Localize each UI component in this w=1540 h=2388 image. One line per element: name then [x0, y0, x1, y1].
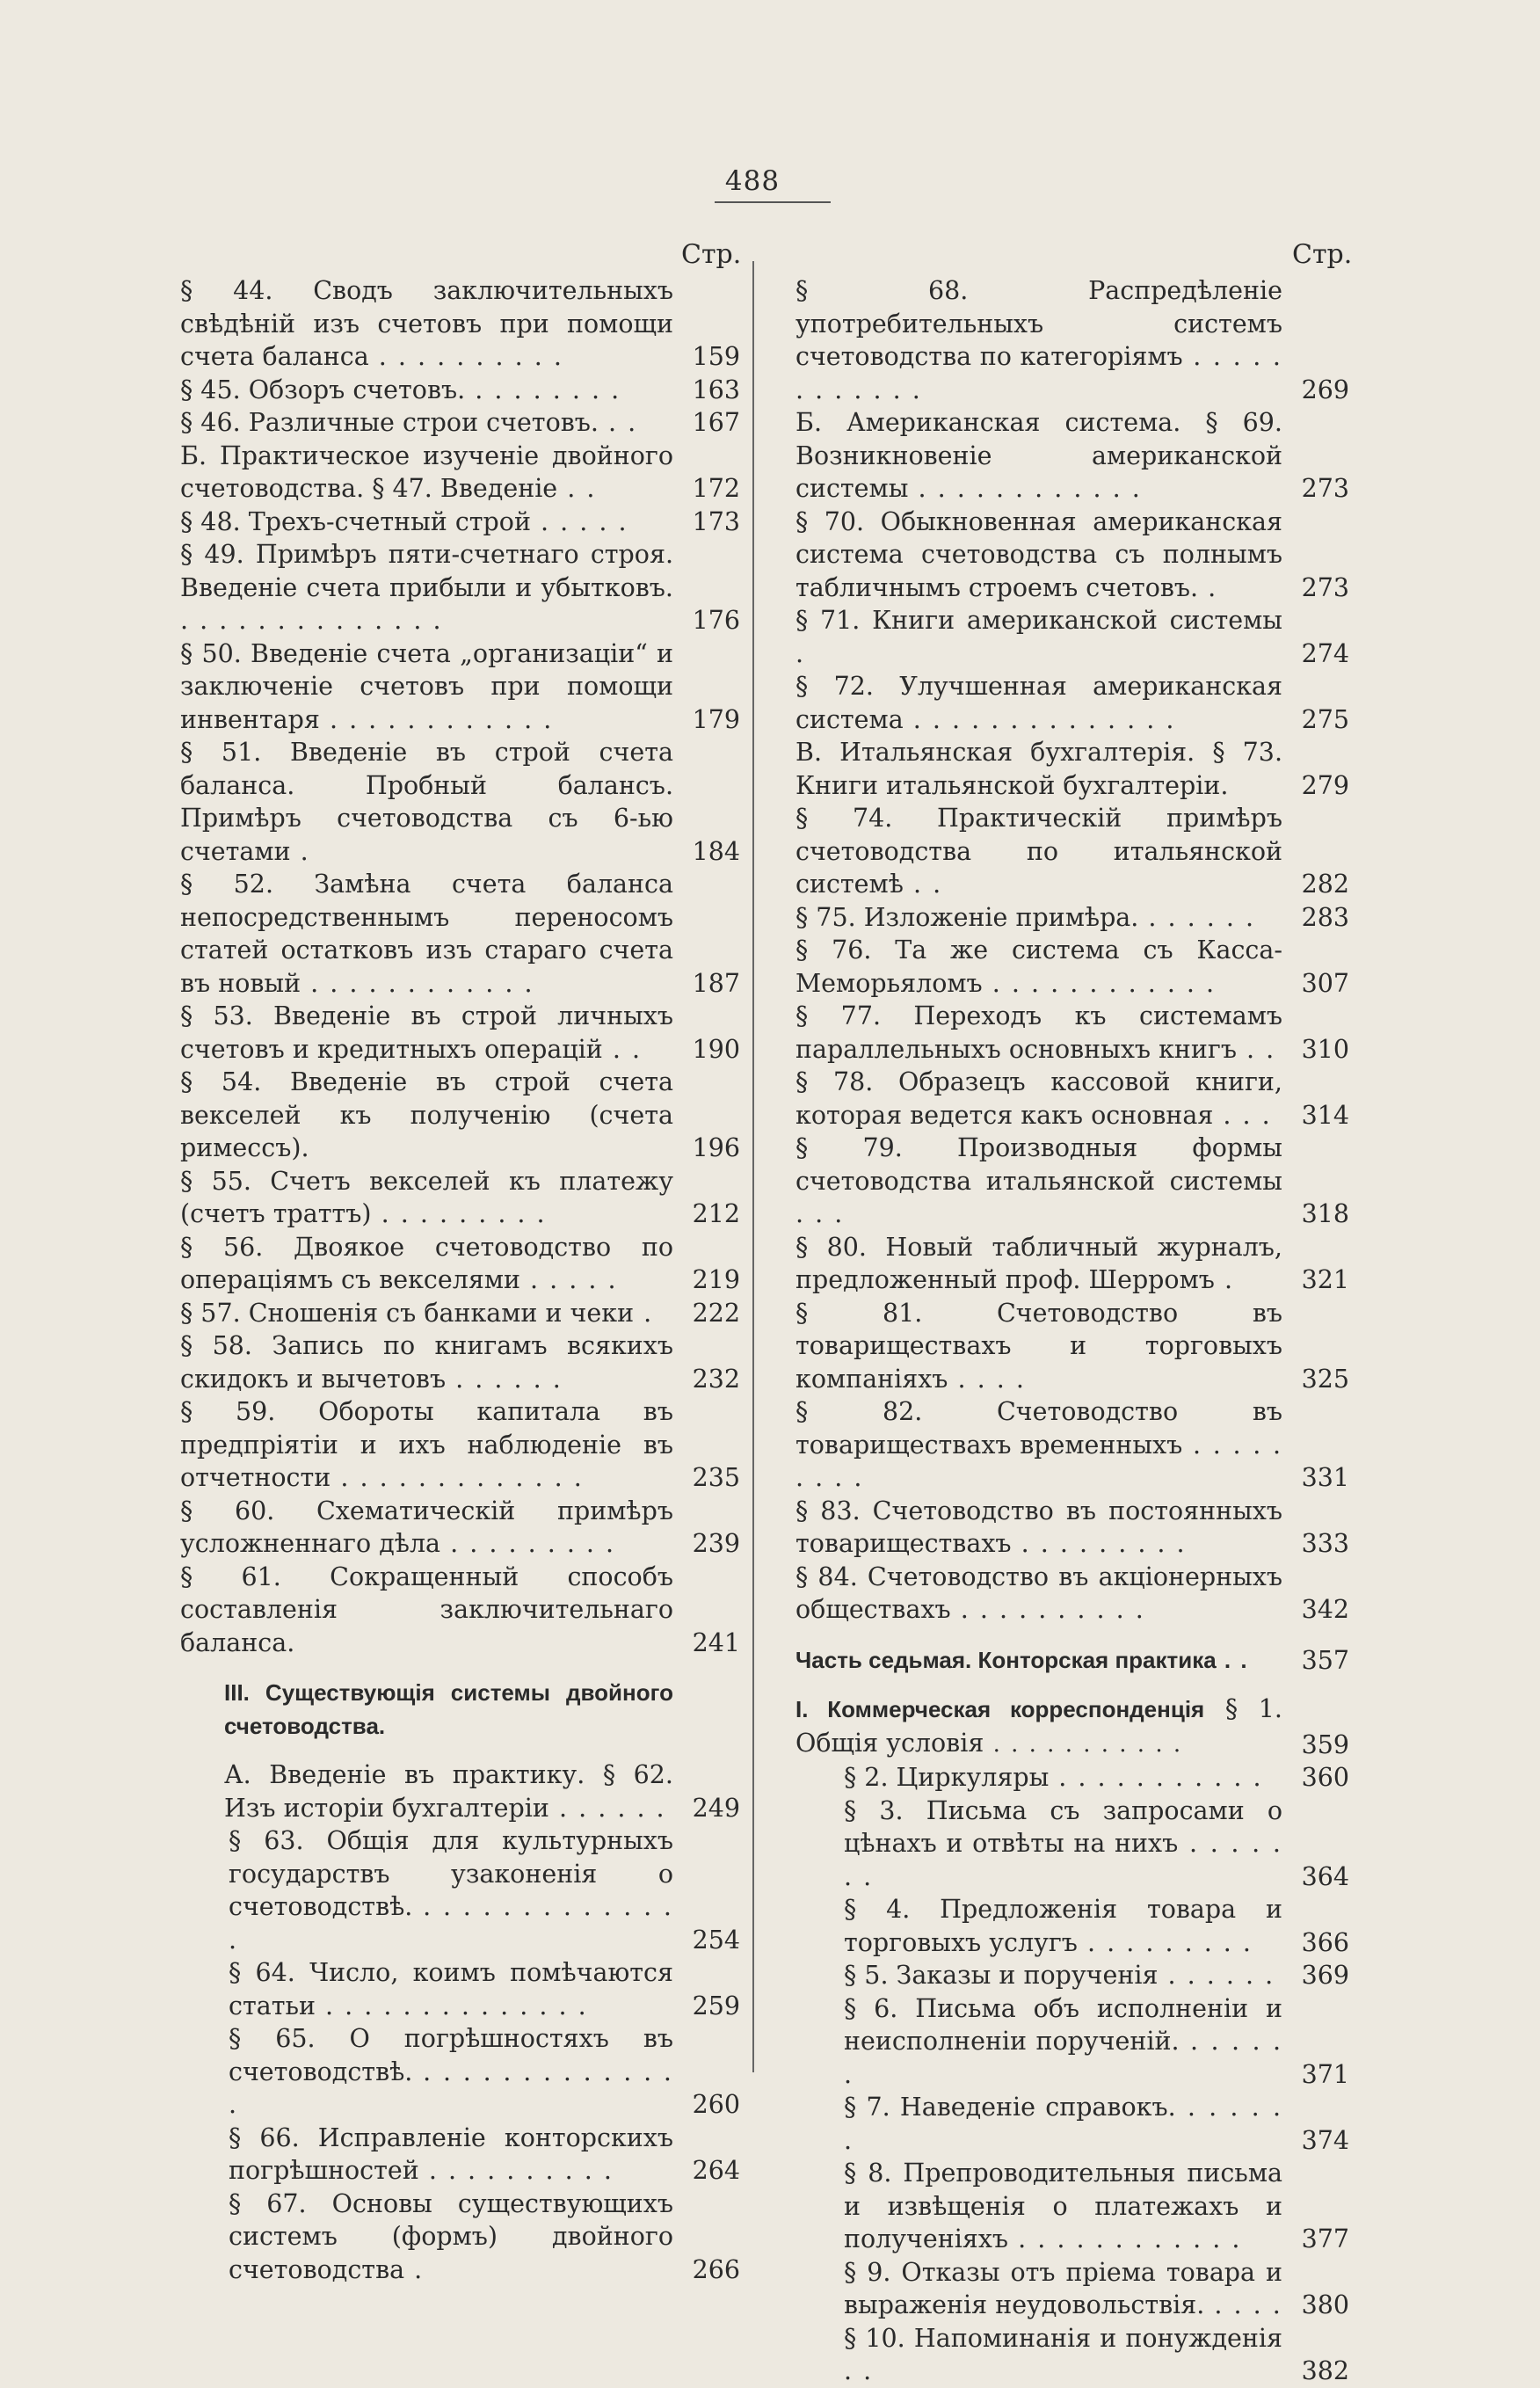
page-ref: 318: [1301, 1199, 1349, 1228]
toc-entry: [795, 506, 1349, 605]
dot-leader: . . . . . . . .: [465, 375, 621, 404]
page-ref: 342: [1301, 1595, 1349, 1624]
dot-leader: . . . . . . . . . .: [950, 1595, 1145, 1624]
entry-title-text: § 2. Циркуляры: [844, 1763, 1050, 1792]
entry-title-text: § 44. Сводъ заключительныхъ свѣдѣній изъ счетовъ при помощи счета баланса: [180, 276, 673, 371]
dot-leader: . . . . . . . . . . . . . .: [903, 704, 1176, 734]
toc-entry: [180, 2122, 740, 2188]
toc-entry: [180, 2022, 740, 2122]
entry-title-text: III. Существующія системы двойного счетоводства.: [224, 1679, 673, 1739]
page-ref: 266: [692, 2254, 740, 2284]
page-number: 488: [724, 165, 781, 197]
toc-entry-title: [795, 2256, 1349, 2322]
toc-entry-title: [180, 2122, 740, 2188]
page-ref: 314: [1301, 1100, 1349, 1130]
dot-leader: . . . . .: [530, 506, 628, 536]
entry-title-text: В. Итальянская бухгалтерія. § 73. Книги итальянской бухгалтеріи.: [795, 738, 1282, 800]
toc-entry: [795, 1795, 1349, 1894]
entry-title-text: § 6. Письма объ исполненіи и неисполненіи порученій.: [844, 1993, 1282, 2056]
toc-entry-title: [795, 1761, 1349, 1795]
page-ref: 239: [692, 1529, 740, 1558]
toc-entry: [795, 736, 1349, 802]
dot-leader: .: [634, 1298, 654, 1328]
toc-entry-title: [795, 1000, 1349, 1066]
toc-entry: [180, 1561, 740, 1660]
page-ref: 222: [692, 1298, 740, 1328]
page-ref: 325: [1301, 1364, 1349, 1394]
dot-leader: . . . . .: [520, 1265, 618, 1294]
entry-title-rest: § 1. Общія условія: [795, 1694, 1282, 1758]
toc-entry-title: [795, 1132, 1349, 1231]
toc-entry-title: [795, 1231, 1349, 1297]
page-ref: 212: [692, 1199, 740, 1228]
page-ref: 190: [692, 1034, 740, 1064]
toc-entry-title: [795, 670, 1349, 736]
dot-leader: . . . . . . . . . . . . . .: [316, 1991, 588, 2020]
dot-leader: . . . . . . . . . . .: [984, 1730, 1183, 1758]
dot-leader: . . . . . .: [844, 2093, 1283, 2155]
toc-entry: [180, 1231, 740, 1297]
header-rule: [715, 201, 831, 203]
dot-leader: . . . . . . . . .: [795, 1430, 1283, 1492]
entry-title-text: § 49. Примѣръ пяти-счетнаго строя. Введеніе счета прибыли и убытковъ.: [180, 540, 673, 602]
dot-leader: . . . . . . .: [844, 1829, 1282, 1891]
dot-leader: . . . . . .: [1158, 1961, 1275, 1990]
toc-entry-title: [180, 1956, 740, 2022]
toc-entry-title: [180, 1231, 740, 1297]
toc-entry-title: [180, 2022, 740, 2122]
dot-leader: . . . . . . . . . .: [418, 2156, 614, 2185]
page-ref: 167: [692, 408, 740, 437]
page-ref: 176: [692, 606, 740, 635]
page-ref: 163: [692, 375, 740, 404]
dot-leader: . . . . . . . . . . .: [1049, 1763, 1263, 1792]
entry-title-text: § 3. Письма съ запросами о цѣнахъ и отвѣты на нихъ: [844, 1795, 1282, 1858]
dot-leader: . .: [903, 870, 943, 899]
toc-entry: [795, 2322, 1349, 2388]
entry-title-text: § 56. Двоякое счетоводство по операціямъ съ векселями: [180, 1232, 673, 1294]
toc-entry-title: [180, 374, 740, 407]
entry-title-text: § 81. Счетоводство въ товариществахъ и торговыхъ компаніяхъ: [795, 1298, 1282, 1394]
entry-title-text: § 61. Сокращенный способъ составленія заключительнаго баланса.: [180, 1562, 673, 1657]
toc-entry-title: [180, 2188, 740, 2287]
toc-entry-title: [180, 406, 740, 440]
column-divider: [752, 261, 754, 2072]
toc-entry: [180, 637, 740, 737]
page-ref: 254: [692, 1925, 740, 1955]
toc-entry: [180, 868, 740, 1000]
page-ref: 307: [1301, 968, 1349, 998]
toc-entry-title: [795, 901, 1349, 935]
toc-entry-title: [180, 637, 740, 737]
toc-entry: [795, 1644, 1349, 1678]
page-ref: 360: [1301, 1763, 1349, 1792]
spacer: [180, 1659, 740, 1677]
entry-title-text: § 72. Улучшенная американская система: [795, 672, 1282, 734]
dot-leader: . . . . . . . . . . . .: [301, 968, 534, 998]
toc-entry-title: [795, 2157, 1349, 2256]
page-ref: 273: [1301, 474, 1349, 503]
toc-entry: [180, 1956, 740, 2022]
page-ref: 331: [1301, 1463, 1349, 1492]
toc-entry: [795, 2256, 1349, 2322]
toc-entry-title: [180, 538, 740, 637]
dot-leader: . . . . . .: [446, 1364, 563, 1394]
page-ref: 275: [1301, 704, 1349, 734]
page-ref: 184: [692, 836, 740, 866]
dot-leader: . . . . . . . . . . . .: [795, 342, 1282, 404]
toc-entry-title: [180, 1677, 740, 1743]
toc-entry-title: [180, 440, 740, 506]
toc-entry-title: [795, 2091, 1349, 2157]
page-ref: 179: [692, 704, 740, 734]
entry-title-text: § 9. Отказы отъ пріема товара и выраженія неудовольствія.: [844, 2257, 1282, 2319]
dot-leader: . . . . . .: [844, 2027, 1282, 2089]
toc-entry: [795, 604, 1349, 670]
toc-entry-title: [180, 506, 740, 539]
dot-leader: .: [404, 2254, 425, 2284]
entry-title-text: Б. Американская система. § 69. Возникновеніе американской системы: [795, 408, 1282, 503]
page-ref: 196: [692, 1133, 740, 1162]
toc-entry: [795, 1297, 1349, 1396]
entry-title-text: § 79. Производныя формы счетоводства итальянской системы: [795, 1133, 1282, 1196]
toc-entry: [795, 802, 1349, 901]
toc-entry: [180, 1297, 740, 1330]
toc-entry: [795, 2157, 1349, 2256]
page-ref: 269: [1301, 375, 1349, 404]
entry-title-text: § 84. Счетоводство въ акціонерныхъ обществахъ: [795, 1562, 1282, 1624]
toc-entry: [795, 2091, 1349, 2157]
page-ref: 219: [692, 1265, 740, 1294]
page-ref: 369: [1301, 1961, 1349, 1990]
toc-entry: [180, 506, 740, 539]
dot-leader: . . . . . . . . . . . . .: [331, 1463, 584, 1492]
toc-entry-title: [180, 1495, 740, 1561]
toc-entry: [795, 1959, 1349, 1992]
toc-entry-title: [795, 1395, 1349, 1495]
toc-entry: [180, 274, 740, 374]
entry-title-text: § 60. Схематическій примѣръ усложненнаго дѣла: [180, 1496, 673, 1558]
dot-leader: . .: [602, 1034, 643, 1064]
entry-title-text: § 52. Замѣна счета баланса непосредственнымъ переносомъ статей остатковъ изъ стараго счета въ новый: [180, 870, 673, 998]
page-ref: 264: [692, 2156, 740, 2185]
toc-entry-title: [795, 802, 1349, 901]
entry-title-text: § 7. Наведеніе справокъ.: [844, 2093, 1176, 2122]
dot-leader: .: [1198, 572, 1218, 602]
toc-entry-title: [795, 274, 1349, 406]
toc-entry-title: [795, 1495, 1349, 1561]
toc-entry-title: [795, 1959, 1349, 1992]
toc-entry-title: [795, 1561, 1349, 1627]
toc-entry: [180, 1329, 740, 1395]
entry-title-text: § 65. О погрѣшностяхъ въ счетоводствѣ.: [229, 2024, 673, 2086]
toc-column-right: [795, 274, 1349, 2388]
toc-entry-title: [795, 1992, 1349, 2092]
page-ref: 357: [1301, 1645, 1349, 1675]
toc-entry-title: [795, 1297, 1349, 1396]
toc-entry-title: [795, 2322, 1349, 2388]
entry-title-text: § 68. Распредѣленіе употребительныхъ системъ счетоводства по категоріямъ: [795, 276, 1282, 371]
toc-entry-title: [795, 1644, 1349, 1678]
toc-entry: [180, 1677, 740, 1743]
entry-title-text: § 54. Введеніе въ строй счета векселей къ полученію (счета римессъ).: [180, 1067, 673, 1162]
toc-entry: [795, 1992, 1349, 2092]
entry-title-text: § 75. Изложеніе примѣра.: [795, 902, 1139, 932]
toc-entry-title: [180, 1297, 740, 1330]
toc-entry-title: [180, 1000, 740, 1066]
dot-leader: . .: [1237, 1034, 1276, 1064]
dot-leader: . . .: [1213, 1100, 1272, 1130]
toc-entry-title: [180, 274, 740, 374]
entry-title-text: § 10. Напоминанія и понужденія: [844, 2323, 1282, 2353]
entry-title-text: § 50. Введеніе счета „организаціи“ и заключеніе счетовъ при помощи инвентаря: [180, 638, 673, 734]
toc-entry-title: [795, 1693, 1349, 1761]
page-ref: 172: [692, 474, 740, 503]
page-ref: 364: [1301, 1861, 1349, 1891]
dot-leader: . . . . . . . . . . . . . .: [229, 1892, 673, 1955]
dot-leader: . . . . . . . . . . . . . .: [180, 606, 443, 635]
entry-title-text: § 59. Обороты капитала въ предпріятіи и ихъ наблюденіе въ отчетности: [180, 1397, 673, 1492]
dot-leader: . .: [598, 408, 638, 437]
toc-entry: [180, 374, 740, 407]
entry-title-text: § 63. Общія для культурныхъ государствъ узаконенія о счетоводствѣ.: [229, 1826, 673, 1921]
entry-title-text: § 66. Исправленіе конторскихъ погрѣшностей: [229, 2122, 673, 2185]
dot-leader: .: [1214, 1265, 1235, 1294]
page-ref: 366: [1301, 1927, 1349, 1957]
page-ref: 374: [1301, 2125, 1349, 2155]
toc-entry-title: [795, 1795, 1349, 1894]
page-ref: 333: [1301, 1529, 1349, 1558]
dot-leader: . . . . . . . . . . . .: [908, 474, 1142, 503]
entry-title-text: § 74. Практическій примѣръ счетоводства по итальянской системѣ: [795, 804, 1282, 899]
toc-entry-title: [795, 506, 1349, 605]
entry-title-text: § 46. Различные строи счетовъ.: [180, 408, 599, 437]
page-ref: 187: [692, 968, 740, 998]
entry-title-text: § 51. Введеніе въ строй счета баланса. Пробный балансъ. Примѣръ счетоводства съ 6-ью счетами: [180, 738, 673, 866]
page-ref: 259: [692, 1991, 740, 2020]
toc-entry: [795, 1561, 1349, 1627]
toc-entry: [795, 1000, 1349, 1066]
toc-entry: [795, 274, 1349, 406]
column-header-left: Стр.: [681, 239, 742, 270]
page-ref: 377: [1301, 2224, 1349, 2253]
dot-leader: . . . . . . . . . . . . . .: [229, 2057, 673, 2119]
page-ref: 273: [1301, 572, 1349, 602]
entry-title-text: § 55. Счетъ векселей къ платежу (счетъ траттъ): [180, 1166, 673, 1228]
page-ref: 282: [1301, 870, 1349, 899]
page-ref: 235: [692, 1463, 740, 1492]
dot-leader: . . . . . . . . .: [371, 1199, 547, 1228]
dot-leader: . .: [1216, 1646, 1249, 1673]
entry-title-text: § 4. Предложенія товара и торговыхъ услугъ: [844, 1895, 1282, 1957]
entry-title-text: § 57. Сношенія съ банками и чеки: [180, 1298, 635, 1328]
page-ref: 283: [1301, 902, 1349, 932]
dot-leader: . . . . . . . . . . . .: [1008, 2224, 1242, 2253]
toc-entry-title: [180, 1329, 740, 1395]
toc-entry: [180, 1000, 740, 1066]
toc-entry: [795, 1495, 1349, 1561]
entry-title-text: § 77. Переходъ къ системамъ параллельныхъ основныхъ книгъ: [795, 1001, 1282, 1064]
page-ref: 249: [692, 1793, 740, 1823]
toc-entry: [795, 1132, 1349, 1231]
page-ref: 371: [1301, 2059, 1349, 2089]
entry-title-text: § 5. Заказы и порученія: [844, 1961, 1159, 1990]
toc-entry: [795, 1693, 1349, 1761]
toc-entry-title: [180, 868, 740, 1000]
toc-entry: [795, 1395, 1349, 1495]
page-ref: 310: [1301, 1034, 1349, 1064]
entry-title-text: § 45. Обзоръ счетовъ.: [180, 375, 466, 404]
dot-leader: . . . . . . . . .: [440, 1529, 616, 1558]
entry-title-text: § 80. Новый табличный журналъ, предложенный проф. Шерромъ: [795, 1232, 1282, 1294]
entry-title-text: § 64. Число, коимъ помѣчаются статьи: [229, 1958, 673, 2020]
page-ref: 232: [692, 1364, 740, 1394]
spacer: [180, 1743, 740, 1758]
entry-title-text: § 76. Та же система съ Касса-Меморьяломъ: [795, 936, 1282, 998]
entry-title-text: Часть седьмая. Конторская практика: [795, 1646, 1217, 1673]
dot-leader: . . . . . . . . .: [1011, 1529, 1187, 1558]
dot-leader: . . . . . . . . . . . .: [319, 704, 554, 734]
dot-leader: . . . .: [1204, 2290, 1282, 2319]
toc-entry: [180, 736, 740, 868]
entry-title-text: § 71. Книги американской системы: [795, 606, 1282, 635]
toc-entry: [795, 406, 1349, 506]
toc-entry-title: [180, 1395, 740, 1495]
page-ref: 274: [1301, 638, 1349, 668]
entry-title-text: § 83. Счетоводство въ постоянныхъ товариществахъ: [795, 1496, 1282, 1558]
toc-entry: [795, 934, 1349, 1000]
toc-entry: [180, 1066, 740, 1165]
toc-entry: [180, 1495, 740, 1561]
toc-column-left: [180, 274, 740, 2286]
dot-leader: . . . . . . . . .: [1077, 1927, 1253, 1957]
page-ref: 321: [1301, 1265, 1349, 1294]
toc-entry: [795, 1066, 1349, 1132]
toc-entry: [180, 1758, 740, 1824]
toc-entry-title: [180, 1758, 740, 1824]
toc-entry-title: [795, 406, 1349, 506]
toc-entry-title: [795, 604, 1349, 670]
toc-entry-title: [180, 736, 740, 868]
dot-leader: . . .: [795, 1199, 845, 1228]
toc-entry: [180, 406, 740, 440]
dot-leader: . . . . . . . . . . . .: [982, 968, 1217, 998]
page-ref: 380: [1301, 2290, 1349, 2319]
entry-title-text: § 53. Введеніе въ строй личныхъ счетовъ и кредитныхъ операцій: [180, 1001, 673, 1064]
toc-entry-title: [180, 1824, 740, 1956]
column-header-right: Стр.: [1292, 239, 1353, 270]
page-ref: 279: [1301, 770, 1349, 800]
entry-title-text: А. Введеніе въ практику. § 62. Изъ исторіи бухгалтеріи: [224, 1760, 673, 1823]
toc-entry: [795, 670, 1349, 736]
dot-leader: . . . . . .: [548, 1793, 666, 1823]
dot-leader: . .: [844, 2356, 874, 2385]
entry-title-text: § 70. Обыкновенная американская система счетоводства съ полнымъ табличнымъ строемъ счетовъ.: [795, 506, 1282, 602]
dot-leader: . . . . . .: [1138, 902, 1256, 932]
toc-entry: [180, 1824, 740, 1956]
toc-entry: [795, 1761, 1349, 1795]
entry-title-text: § 8. Препроводительныя письма и извѣщенія о платежахъ и полученіяхъ: [844, 2159, 1282, 2253]
toc-entry: [795, 901, 1349, 935]
toc-entry-title: [795, 1066, 1349, 1132]
dot-leader: . .: [557, 474, 597, 503]
toc-entry-title: [795, 1893, 1349, 1959]
toc-entry: [180, 1395, 740, 1495]
entry-title-text: § 82. Счетоводство въ товариществахъ временныхъ: [795, 1397, 1282, 1460]
toc-entry-title: [180, 1165, 740, 1231]
toc-entry: [180, 2188, 740, 2287]
toc-entry: [180, 440, 740, 506]
entry-title-text: § 67. Основы существующихъ системъ (формъ) двойного счетоводства: [229, 2188, 673, 2284]
spacer: [795, 1677, 1349, 1693]
entry-title-text: I. Коммерческая корреспонденція: [795, 1696, 1205, 1722]
page-ref: 241: [692, 1627, 740, 1657]
page-ref: 359: [1301, 1729, 1349, 1759]
toc-entry: [180, 538, 740, 637]
toc-entry-title: [795, 934, 1349, 1000]
spacer: [795, 1627, 1349, 1644]
entry-title-text: § 48. Трехъ-счетный строй: [180, 506, 531, 536]
toc-entry: [180, 1165, 740, 1231]
toc-entry: [795, 1893, 1349, 1959]
dot-leader: . . . .: [948, 1364, 1026, 1394]
entry-title-text: § 58. Запись по книгамъ всякихъ скидокъ и вычетовъ: [180, 1331, 673, 1394]
toc-entry: [795, 1231, 1349, 1297]
toc-entry-title: [795, 736, 1349, 802]
toc-entry-title: [180, 1561, 740, 1660]
page-ref: 382: [1301, 2356, 1349, 2385]
entry-title-text: § 78. Образецъ кассовой книги, которая ведется какъ основная: [795, 1067, 1282, 1130]
entry-title-text: Б. Практическое изученіе двойного счетоводства. § 47. Введеніе: [180, 440, 673, 503]
toc-entry-title: [180, 1066, 740, 1165]
page-ref: 260: [692, 2090, 740, 2119]
dot-leader: .: [290, 836, 310, 866]
page-ref: 173: [692, 506, 740, 536]
page-ref: 159: [692, 342, 740, 371]
dot-leader: . . . . . . . . . .: [368, 342, 563, 371]
dot-leader: .: [795, 638, 806, 668]
